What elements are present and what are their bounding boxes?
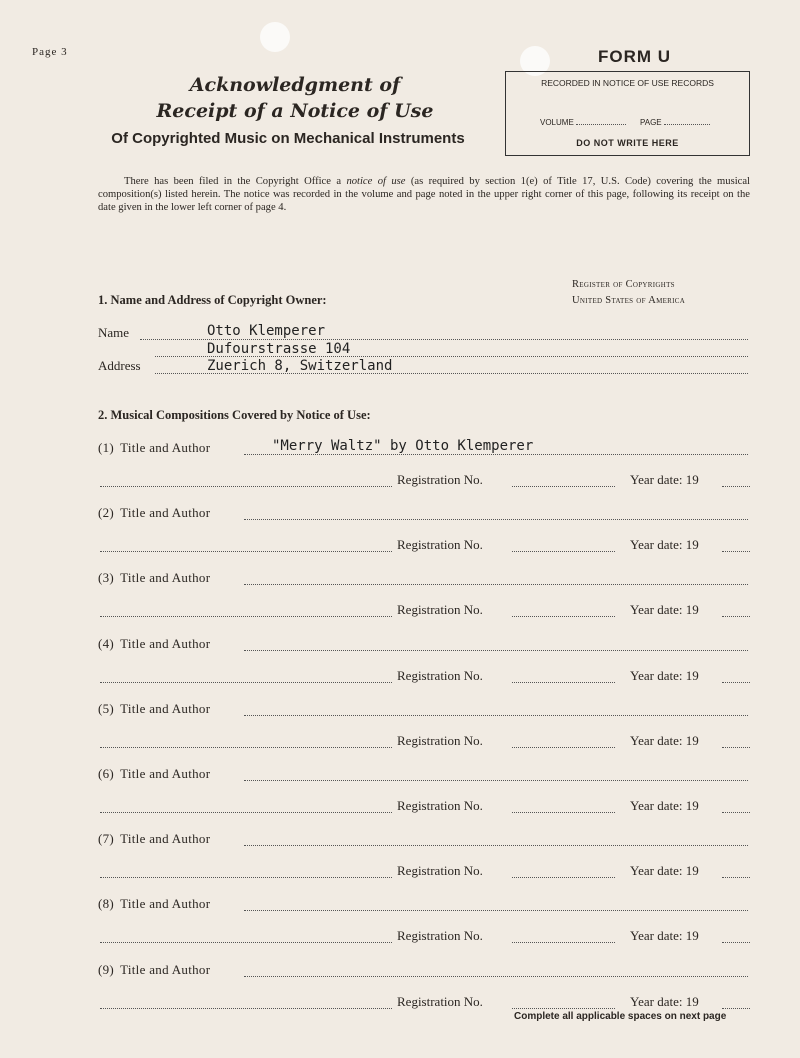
title-author-line [244,584,748,585]
year-date-field[interactable] [722,616,750,617]
title-author-line [244,650,748,651]
title-author-text: Title and Author [120,505,211,520]
year-date-label: Year date: 19 [630,537,699,552]
entry-number: (4) [98,636,115,651]
year-date-field[interactable] [722,1008,750,1009]
registration-number-field[interactable] [512,551,615,552]
intro-text-1: There has been filed in the Copyright Office a [124,176,347,187]
entry-number: (6) [98,766,115,781]
title-author-label [98,570,210,586]
footer-note: Complete all applicable spaces on next page [514,1011,727,1022]
registration-blank-line [100,942,392,943]
entry-number: (2) [98,505,115,520]
entry-number: (3) [98,570,115,585]
owner-name[interactable]: Otto Klemperer [207,323,326,339]
intro-italic: notice of use [346,176,406,187]
registration-label: Registration No. [397,863,483,878]
year-date-field[interactable] [722,682,750,683]
register-line-2: United States of America [572,295,686,306]
page-field-label: PAGE [640,118,662,127]
title-author-line [244,976,748,977]
entry-number: (5) [98,701,115,716]
title-author-label [98,831,210,847]
title-author-line [244,845,748,846]
year-date-label: Year date: 19 [630,668,699,683]
punch-hole [260,22,290,52]
year-date-label: Year date: 19 [630,928,699,943]
title-author-label [98,701,210,717]
title-author-label [98,505,210,521]
subtitle: Of Copyrighted Music on Mechanical Instruments [111,130,465,147]
title-author-text: Title and Author [120,766,211,781]
entry-number: (8) [98,896,115,911]
registration-number-field[interactable] [512,747,615,748]
address-line-1[interactable]: Dufourstrasse 104 [207,341,351,357]
section-1-heading: 1. Name and Address of Copyright Owner: [98,293,327,307]
year-date-field[interactable] [722,747,750,748]
title-author-text: Title and Author [120,962,211,977]
registration-blank-line [100,486,392,487]
registration-blank-line [100,877,392,878]
address-line-2[interactable]: Zuerich 8, Switzerland [207,358,393,374]
volume-field [540,116,626,127]
page-number: Page 3 [32,46,68,58]
title-author-label [98,636,210,652]
registration-blank-line [100,551,392,552]
registration-number-field[interactable] [512,616,615,617]
title-author-line [244,454,748,455]
registration-number-field[interactable] [512,812,615,813]
registration-blank-line [100,812,392,813]
address-label: Address [98,358,141,373]
registration-blank-line [100,616,392,617]
title-author-label [98,766,210,782]
title-author-value[interactable]: "Merry Waltz" by Otto Klemperer [272,438,534,454]
intro-text-2: (as required by section 1(e) of Title 17, U.S. Code) covering the musical composition(s) listed herein. The notice was recorded in the volume and page noted in the upper right corner of this page, following its receipt on the date given in the lower left corner of page 4. [98,176,751,213]
title-author-text: Title and Author [120,701,211,716]
title-author-label [98,962,210,978]
registration-number-field[interactable] [512,486,615,487]
title-author-line [244,715,748,716]
records-box [505,71,750,156]
registration-label: Registration No. [397,537,483,552]
registration-label: Registration No. [397,668,483,683]
recorded-text: RECORDED IN NOTICE OF USE RECORDS [541,78,714,88]
title-author-text: Title and Author [120,831,211,846]
registration-label: Registration No. [397,994,483,1009]
registration-number-field[interactable] [512,682,615,683]
registration-number-field[interactable] [512,877,615,878]
registration-number-field[interactable] [512,942,615,943]
title-author-line [244,780,748,781]
year-date-field[interactable] [722,486,750,487]
entry-number: (1) [98,440,115,455]
title-author-label [98,896,210,912]
title-line-1: Acknowledgment of [189,74,401,96]
year-date-field[interactable] [722,942,750,943]
registration-blank-line [100,747,392,748]
entry-number: (7) [98,831,115,846]
title-author-line [244,910,748,911]
year-date-label: Year date: 19 [630,863,699,878]
do-not-write-text: DO NOT WRITE HERE [576,138,679,148]
title-author-label [98,440,210,456]
intro-paragraph [98,175,750,214]
year-date-label: Year date: 19 [630,733,699,748]
title-author-line [244,519,748,520]
address-line-1-rule [155,356,748,357]
name-line [140,339,748,340]
registration-label: Registration No. [397,602,483,617]
title-author-text: Title and Author [120,896,211,911]
year-date-label: Year date: 19 [630,798,699,813]
register-line-1: Register of Copyrights [572,279,675,290]
year-date-field[interactable] [722,812,750,813]
entry-number: (9) [98,962,115,977]
registration-blank-line [100,1008,392,1009]
address-line-2-rule [155,373,748,374]
form-name: FORM U [598,47,672,66]
title-author-text: Title and Author [120,636,211,651]
year-date-label: Year date: 19 [630,994,699,1009]
name-label: Name [98,325,130,340]
year-date-label: Year date: 19 [630,602,699,617]
page-field [640,116,710,127]
year-date-field[interactable] [722,877,750,878]
section-2-heading: 2. Musical Compositions Covered by Notice of Use: [98,408,371,422]
registration-label: Registration No. [397,798,483,813]
title-author-text: Title and Author [120,440,211,455]
registration-label: Registration No. [397,472,483,487]
volume-label: VOLUME [540,118,574,127]
year-date-label: Year date: 19 [630,472,699,487]
title-line-2: Receipt of a Notice of Use [156,100,434,122]
year-date-field[interactable] [722,551,750,552]
registration-number-field[interactable] [512,1008,615,1009]
registration-label: Registration No. [397,733,483,748]
registration-blank-line [100,682,392,683]
registration-label: Registration No. [397,928,483,943]
title-author-text: Title and Author [120,570,211,585]
